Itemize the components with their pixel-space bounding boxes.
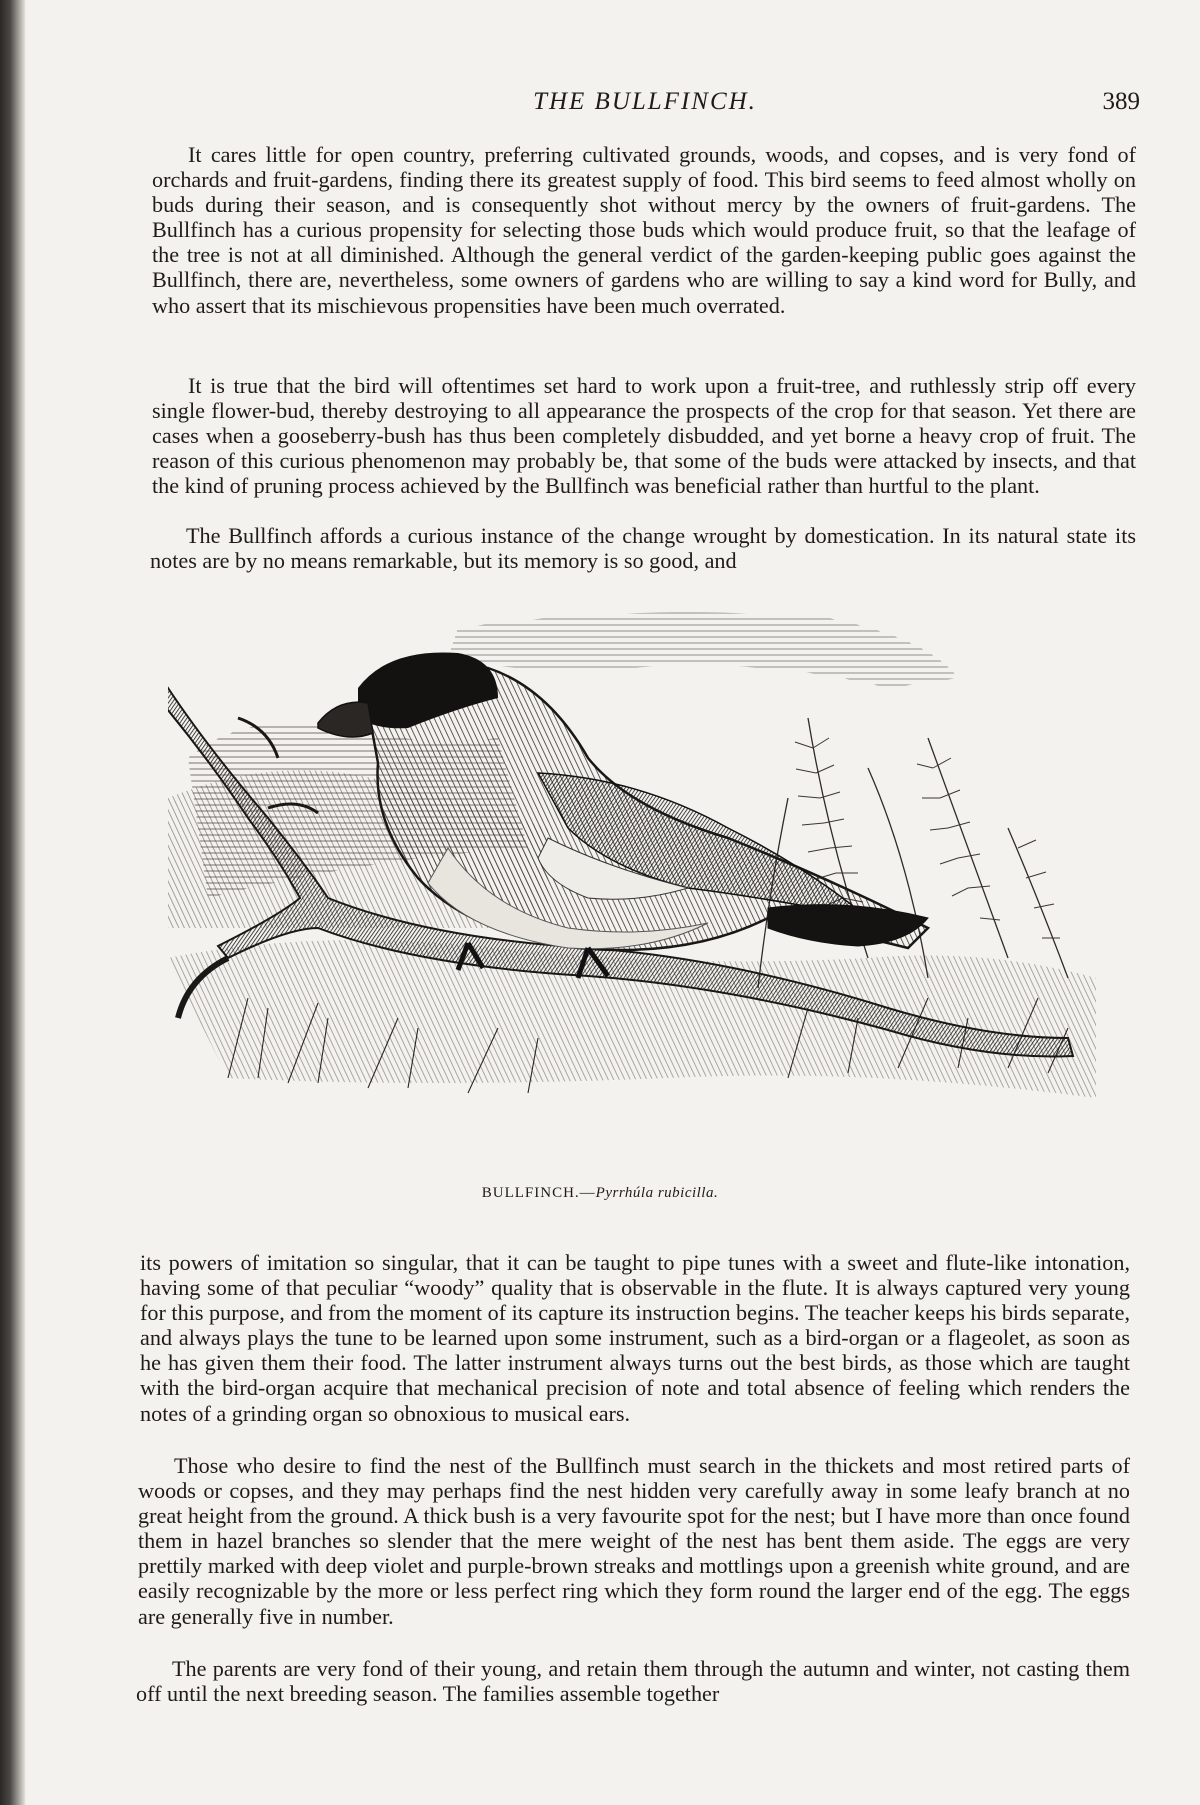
page-header (150, 88, 1140, 122)
bird-beak (318, 702, 373, 737)
paragraph-2 (152, 373, 1136, 498)
page-number: 389 (1102, 88, 1140, 115)
paragraph-3 (150, 523, 1136, 573)
paragraph-5-text: Those who desire to find the nest of the Bullfinch must search in the thickets and most retired parts of woods or copses, and they may perhaps find the nest hidden very carefully away in some leafy branch at no great height from the ground. A thick bush is a very favourite spot for the nest; but I have more than once found them in hazel branches so slender that the mere weight of the nest has bent them aside. The eggs are very prettily marked with deep violet and purple-brown streaks and mottlings upon a greenish white ground, and are easily recognizable by the more or less perfect ring which they form round the larger end of the egg. The eggs are generally five in number. (138, 1453, 1130, 1629)
bullfinch-engraving (168, 598, 1096, 1170)
paragraph-1 (152, 142, 1136, 318)
paragraph-1-text: It cares little for open country, preferring cultivated grounds, woods, and copses, and is very fond of orchards and fruit-gardens, finding there its greatest supply of food. This bird seems to feed almost wholly on buds during their season, and is consequently shot without mercy by the owners of fruit-gardens. The Bullfinch has a curious propensity for selecting those buds which would produce fruit, so that the leafage of the tree is not at all diminished. Although the general verdict of the garden-keeping public goes against the Bullfinch, there are, nevertheless, some owners of gardens who are willing to say a kind word for Bully, and who assert that its mischievous propensities have been much overrated. (152, 142, 1136, 318)
caption-name: BULLFINCH. (481, 1185, 580, 1201)
paragraph-3-text: The Bullfinch affords a curious instance of the change wrought by domestication. In its natural state its notes are by no means remarkable, but its memory is so good, and (150, 523, 1136, 574)
paragraph-6-text: The parents are very fond of their young, and retain them through the autumn and winter, not casting them off until the next breeding season. The families assemble together (136, 1656, 1130, 1707)
page-edge-shadow (0, 0, 26, 1805)
paragraph-4-text: its powers of imitation so singular, that it can be taught to pipe tunes with a sweet and flute-like intonation, having some of that peculiar “woody” quality that is observable in the flute. It is always captured very young for this purpose, and from the moment of its capture its instruction begins. The teacher keeps his birds separate, and always plays the tune to be learned upon some instrument, such as a bird-organ or a flageolet, as soon as he has given them their food. The latter instrument always turns out the best birds, as those which are taught with the bird-organ acquire that mechanical precision of note and total absence of feeling which renders the notes of a grinding organ so obnoxious to musical ears. (140, 1250, 1130, 1426)
sky-shading (448, 612, 958, 688)
caption-scientific-name: Pyrrhúla rubicilla. (595, 1185, 719, 1201)
caption-dash: — (579, 1185, 596, 1201)
paragraph-6 (136, 1656, 1130, 1706)
paragraph-2-text: It is true that the bird will oftentimes set hard to work upon a fruit-tree, and ruthlessly strip off every single flower-bud, thereby destroying to all appearance the prospects of the crop for that season. Yet there are cases when a gooseberry-bush has thus been completely disbudded, and yet borne a heavy crop of fruit. The reason of this curious phenomenon may probably be, that some of the buds were attacked by insects, and that the kind of pruning process achieved by the Bullfinch was beneficial rather than hurtful to the plant. (152, 373, 1136, 499)
figure-caption (0, 1185, 1200, 1202)
running-head: THE BULLFINCH. (533, 88, 757, 115)
paragraph-5 (138, 1453, 1130, 1629)
paragraph-4 (140, 1250, 1130, 1426)
fern-fronds (758, 718, 1068, 988)
